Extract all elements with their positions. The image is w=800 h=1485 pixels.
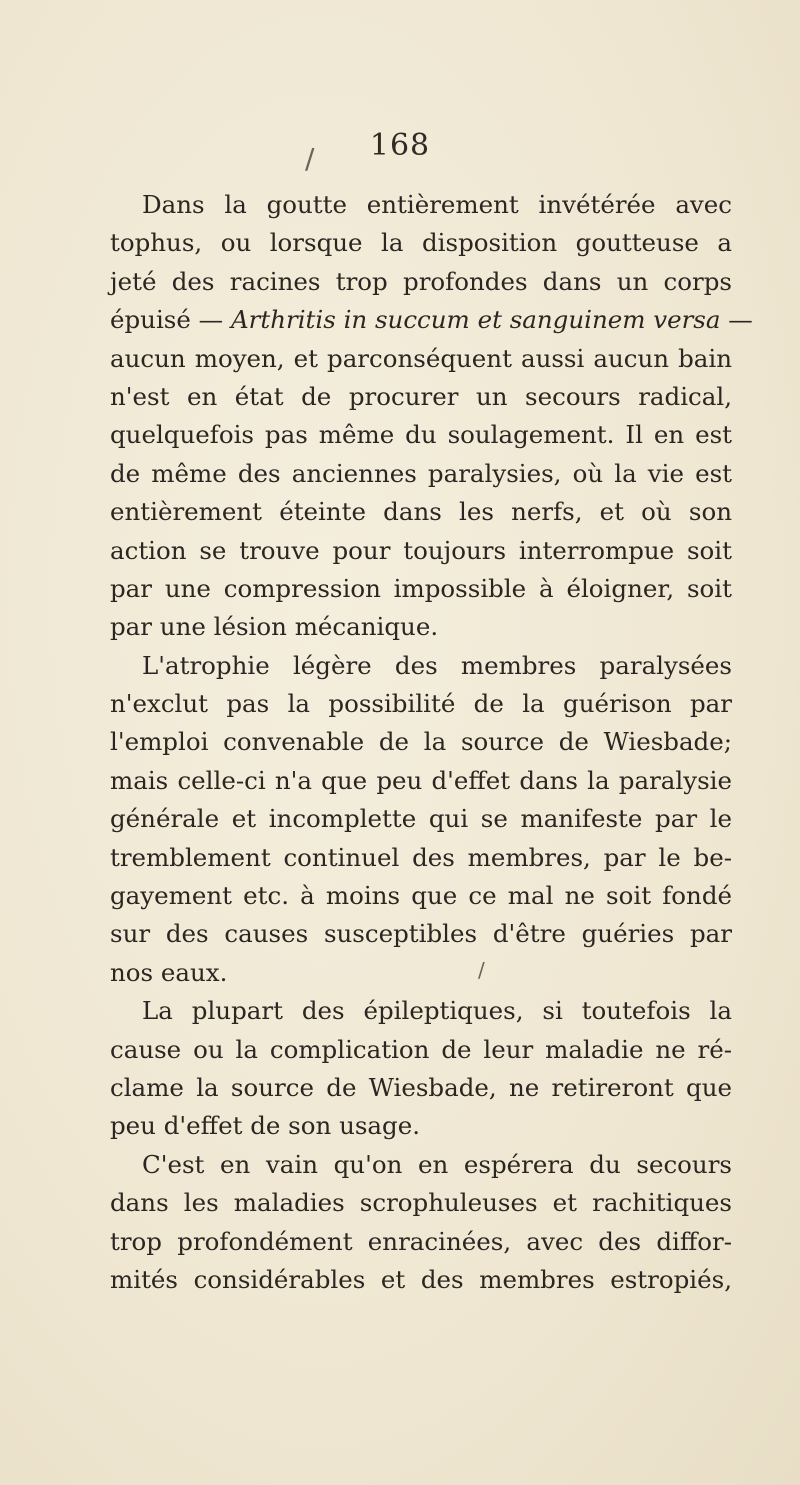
- text-line: action se trouve pour toujours interrompue soit: [110, 535, 732, 565]
- text-line: cause ou la complication de leur maladie ne ré-: [110, 1034, 732, 1064]
- text-line: n'est en état de procurer un secours radical,: [110, 381, 732, 411]
- text-line: L'atrophie légère des membres paralysées: [142, 650, 732, 680]
- text-line: n'exclut pas la possibilité de la guérison par: [110, 689, 732, 719]
- text-line: l'emploi convenable de la source de Wiesbade;: [110, 727, 732, 757]
- body-text: [110, 186, 753, 1299]
- text-line: aucun moyen, et parconséquent aussi aucun bain: [110, 343, 732, 373]
- text-line: mités considérables et des membres estropiés,: [110, 1264, 732, 1294]
- page-number: 168: [369, 128, 431, 163]
- text-line: clame la source de Wiesbade, ne retireront que: [110, 1072, 732, 1102]
- text-line: mais celle-ci n'a que peu d'effet dans la paralysie: [110, 765, 732, 795]
- text-line: tophus, ou lorsque la disposition goutteuse a: [110, 228, 732, 258]
- text-line: quelquefois pas même du soulagement. Il en est: [110, 420, 732, 450]
- text-line: Dans la goutte entièrement invétérée avec: [142, 190, 732, 219]
- text-line: tremblement continuel des membres, par le be-: [110, 842, 732, 872]
- text-line: sur des causes susceptibles d'être guéries par: [110, 919, 732, 949]
- text-line: épuisé — Arthritis in succum et sanguinem versa —: [110, 305, 753, 335]
- latin-quote: Arthritis in succum et sanguinem versa: [230, 305, 721, 335]
- text-line: peu d'effet de son usage.: [110, 1111, 420, 1141]
- text-line: par une compression impossible à éloigner, soit: [110, 573, 732, 603]
- text-line: C'est en vain qu'on en espérera du secours: [142, 1149, 732, 1179]
- text-line: La plupart des épileptiques, si toutefois la: [142, 996, 732, 1026]
- text-line: dans les maladies scrophuleuses et rachitiques: [110, 1188, 732, 1218]
- text-line: trop profondément enracinées, avec des diffor-: [110, 1226, 732, 1256]
- text-line: gayement etc. à moins que ce mal ne soit fondé: [110, 881, 732, 911]
- pencil-mark-icon: /: [305, 142, 315, 175]
- text-line: de même des anciennes paralysies, où la vie est: [110, 458, 732, 488]
- pencil-mark-icon: /: [478, 958, 485, 982]
- text-line: générale et incomplette qui se manifeste par le: [110, 804, 732, 834]
- text-line: jeté des racines trop profondes dans un corps: [110, 266, 732, 296]
- text-line: par une lésion mécanique.: [110, 612, 439, 642]
- text-line: entièrement éteinte dans les nerfs, et où son: [110, 497, 732, 527]
- text-line: nos eaux.: [110, 957, 228, 987]
